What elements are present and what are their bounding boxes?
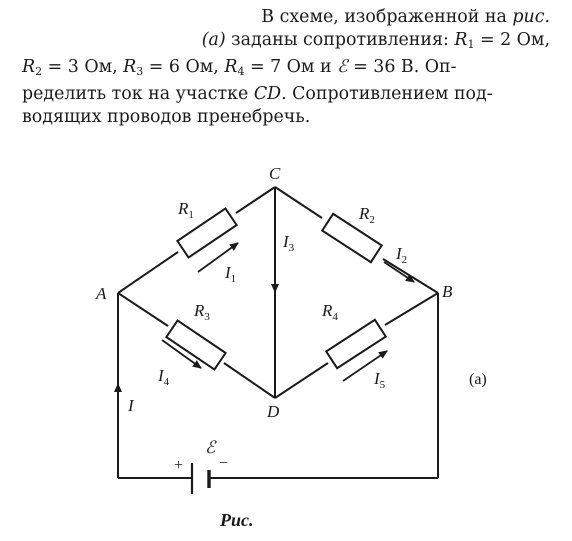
wire-r3-d: [224, 363, 275, 398]
wire-d-r4: [275, 363, 328, 398]
r2-value: = 3 Ом,: [42, 57, 124, 77]
node-b-label: B: [442, 282, 453, 301]
figure-caption: Рис.: [220, 510, 254, 530]
r3-label-sub: 3: [204, 311, 210, 323]
i3-label: [282, 232, 295, 254]
r3-symbol: R: [123, 57, 137, 77]
i4-label-sub: 4: [163, 376, 170, 388]
r3-value: = 6 Ом,: [143, 57, 225, 77]
i2-label-letter: I: [396, 244, 402, 263]
wire-r2-b: [383, 259, 438, 293]
i3-label-letter: I: [283, 232, 289, 251]
figure-reference: рис.: [512, 7, 550, 27]
i5-label-letter: I: [374, 369, 380, 388]
r4-value: = 7 Ом и: [244, 57, 338, 77]
r1-symbol: R: [454, 30, 468, 50]
r1-subscript: 1: [467, 38, 475, 51]
i5-label: [373, 369, 386, 391]
problem-line-4-text: ределить ток на участке: [22, 84, 254, 104]
r2-subscript: 2: [35, 65, 43, 78]
resistor-r3: [166, 320, 225, 369]
i-label: I: [128, 396, 134, 415]
i3-label-sub: 3: [288, 242, 295, 254]
problem-line-4-tail: . Сопротивлением под-: [281, 84, 493, 104]
minus-sign: −: [219, 455, 229, 472]
i1-label-sub: 1: [230, 273, 237, 285]
r3-label-letter: R: [194, 301, 205, 320]
i2-label: [395, 244, 407, 266]
i2-label-sub: 2: [401, 254, 408, 266]
r1-label-sub: 1: [188, 209, 194, 221]
emf-value: = 36 В. Оп-: [347, 57, 457, 77]
wire-a-r1: [118, 252, 178, 293]
wire-r1-c: [236, 187, 275, 213]
segment-cd: CD: [253, 84, 282, 104]
r1-label-letter: R: [178, 199, 189, 218]
node-d-label: D: [267, 402, 280, 421]
r1-label: [177, 199, 194, 221]
r4-symbol: R: [224, 57, 238, 77]
i4-label: [157, 366, 170, 388]
r1-value: = 2 Ом,: [474, 30, 550, 50]
plus-sign: +: [174, 457, 184, 474]
wire-a-r3: [118, 293, 168, 326]
r2-symbol: R: [22, 57, 36, 77]
i1-label-letter: I: [225, 263, 231, 282]
r4-subscript: 4: [237, 65, 245, 78]
arrow-i2: [384, 262, 414, 282]
resistor-r4: [326, 320, 386, 368]
wire-c-r2: [275, 187, 322, 218]
problem-line-1-text: В схеме, изображенной на: [261, 7, 513, 27]
i1-label: [224, 263, 236, 285]
r4-label-sub: 4: [332, 311, 338, 323]
problem-line-5-text: водящих проводов пренебречь.: [22, 107, 311, 127]
emf-symbol: ℰ: [337, 57, 348, 77]
r4-label: [321, 301, 338, 323]
panel-label: (a): [469, 371, 487, 388]
r3-label: [193, 301, 210, 323]
r4-label-letter: R: [322, 301, 333, 320]
problem-line-2-text: заданы сопротивления:: [225, 30, 455, 50]
node-a-label: A: [96, 284, 107, 303]
node-c-label: C: [269, 164, 281, 183]
wire-r4-b: [385, 293, 438, 325]
figure-panel-ref: (а): [201, 30, 226, 50]
r2-label: [358, 204, 375, 226]
r3-subscript: 3: [136, 65, 144, 78]
r2-label-letter: R: [359, 204, 370, 223]
r2-label-sub: 2: [369, 214, 375, 226]
i4-label-letter: I: [158, 366, 164, 385]
emf-label: ℰ: [205, 438, 216, 457]
i5-label-sub: 5: [379, 379, 386, 391]
